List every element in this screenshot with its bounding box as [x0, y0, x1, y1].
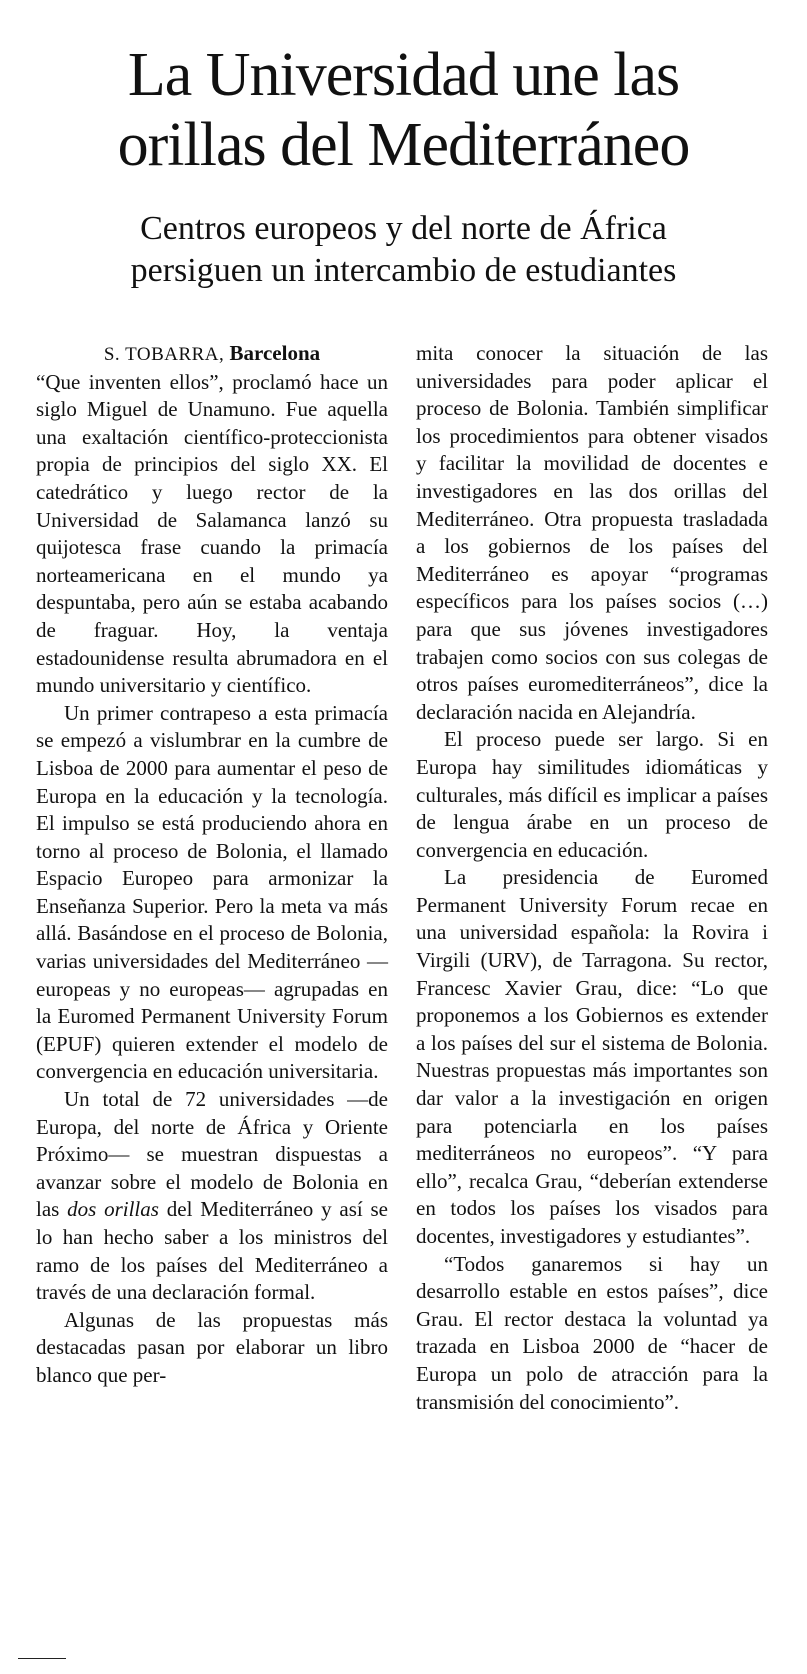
paragraph: El proceso puede ser largo. Si en Europa hay similitudes idiomáticas y culturales, más difícil es implicar a países de lengua árabe en un proceso de convergencia en educación.	[416, 727, 768, 862]
byline-author: S. TOBARRA,	[103, 344, 225, 365]
headline-line-2: orillas del Mediterráneo	[117, 111, 690, 179]
paragraph-text: Un total de 72 universidades —de Europa, del norte de África y Oriente Próximo— se muestran dispuestas a avanzar sobre el modelo de Bolonia en las	[36, 1087, 388, 1222]
left-column	[36, 340, 388, 1390]
paragraph: “Todos ganaremos si hay un desarrollo estable en estos países”, dice Grau. El rector destaca la voluntad ya trazada en Lisboa 2000 de “hacer de Europa un polo de atracción para la transmisión del conocimiento”.	[416, 1251, 768, 1414]
paragraph: Un primer contrapeso a esta primacía se empezó a vislumbrar en la cumbre de Lisboa de 2000 para aumentar el peso de Europa en la educación y la tecnología. El impulso se está produciendo ahora en torno al proceso de Bolonia, el llamado Espacio Europeo para armonizar la Enseñanza Superior. Pero la meta va más allá. Basándose en el proceso de Bolonia, varias universidades del Mediterráneo —europeas y no europeas— agrupadas en la Euromed Permanent University Forum (EPUF) quieren extender el modelo de convergencia en educación universitaria.	[36, 700, 388, 1084]
paragraph: mita conocer la situación de las universidades para poder aplicar el proceso de Bolonia. También simplificar los procedimientos para obtener visados y facilitar la movilidad de docentes e investigadores en las dos orillas del Mediterráneo. Otra propuesta trasladada a los gobiernos de los países del Mediterráneo es apoyar “programas específicos para los países socios (…) para que sus jóvenes investigadores trabajen como socios con sus colegas de otros países euromediterráneos”, dice la declaración nacida en Alejandría.	[416, 341, 768, 724]
right-column	[416, 340, 768, 1416]
paragraph: “Que inventen ellos”, proclamó hace un siglo Miguel de Unamuno. Fue aquella una exaltación científico-proteccionista propia de principios del siglo XX. El catedrático y luego rector de la Universidad de Salamanca lanzó su quijotesca frase cuando la primacía norteamericana en el mundo ya despuntaba, pero aún se estaba acabando de fraguar. Hoy, la ventaja estadounidense resulta abrumadora en el mundo universitario y científico.	[36, 369, 388, 698]
headline-line-1: La Universidad une las	[127, 41, 680, 109]
paragraph: Algunas de las propuestas más destacadas pasan por elaborar un libro blanco que per-	[36, 1307, 388, 1387]
subheadline-line-1: Centros europeos y del norte de África	[140, 210, 667, 247]
paragraph: La presidencia de Euromed Permanent University Forum recae en una universidad española: la Rovira i Virgili (URV), de Tarragona. Su rector, Francesc Xavier Grau, dice: “Lo que proponemos a los Gobiernos es extender a los países del sur el sistema de Bolonia. Nuestras propuestas más importantes son dar valor a la investigación en origen para potenciarla en los países mediterráneos no europeos”. “Y para ello”, recalca Grau, “deberían extenderse en todos los países los visados para docentes, investigadores y estudiantes”.	[416, 865, 768, 1248]
byline	[36, 340, 388, 369]
italic-phrase: dos orillas	[67, 1197, 159, 1222]
paragraph	[36, 1086, 388, 1307]
byline-city: Barcelona	[229, 341, 321, 365]
end-rule	[18, 1658, 66, 1659]
subheadline-line-2: persiguen un intercambio de estudiantes	[130, 252, 677, 289]
paragraph-text: del Mediterráneo y así se lo han hecho saber a los ministros del ramo de los países del Mediterráneo a través de una declaración formal.	[36, 1197, 389, 1305]
article-subheadline	[0, 208, 807, 292]
article-headline	[0, 40, 807, 180]
